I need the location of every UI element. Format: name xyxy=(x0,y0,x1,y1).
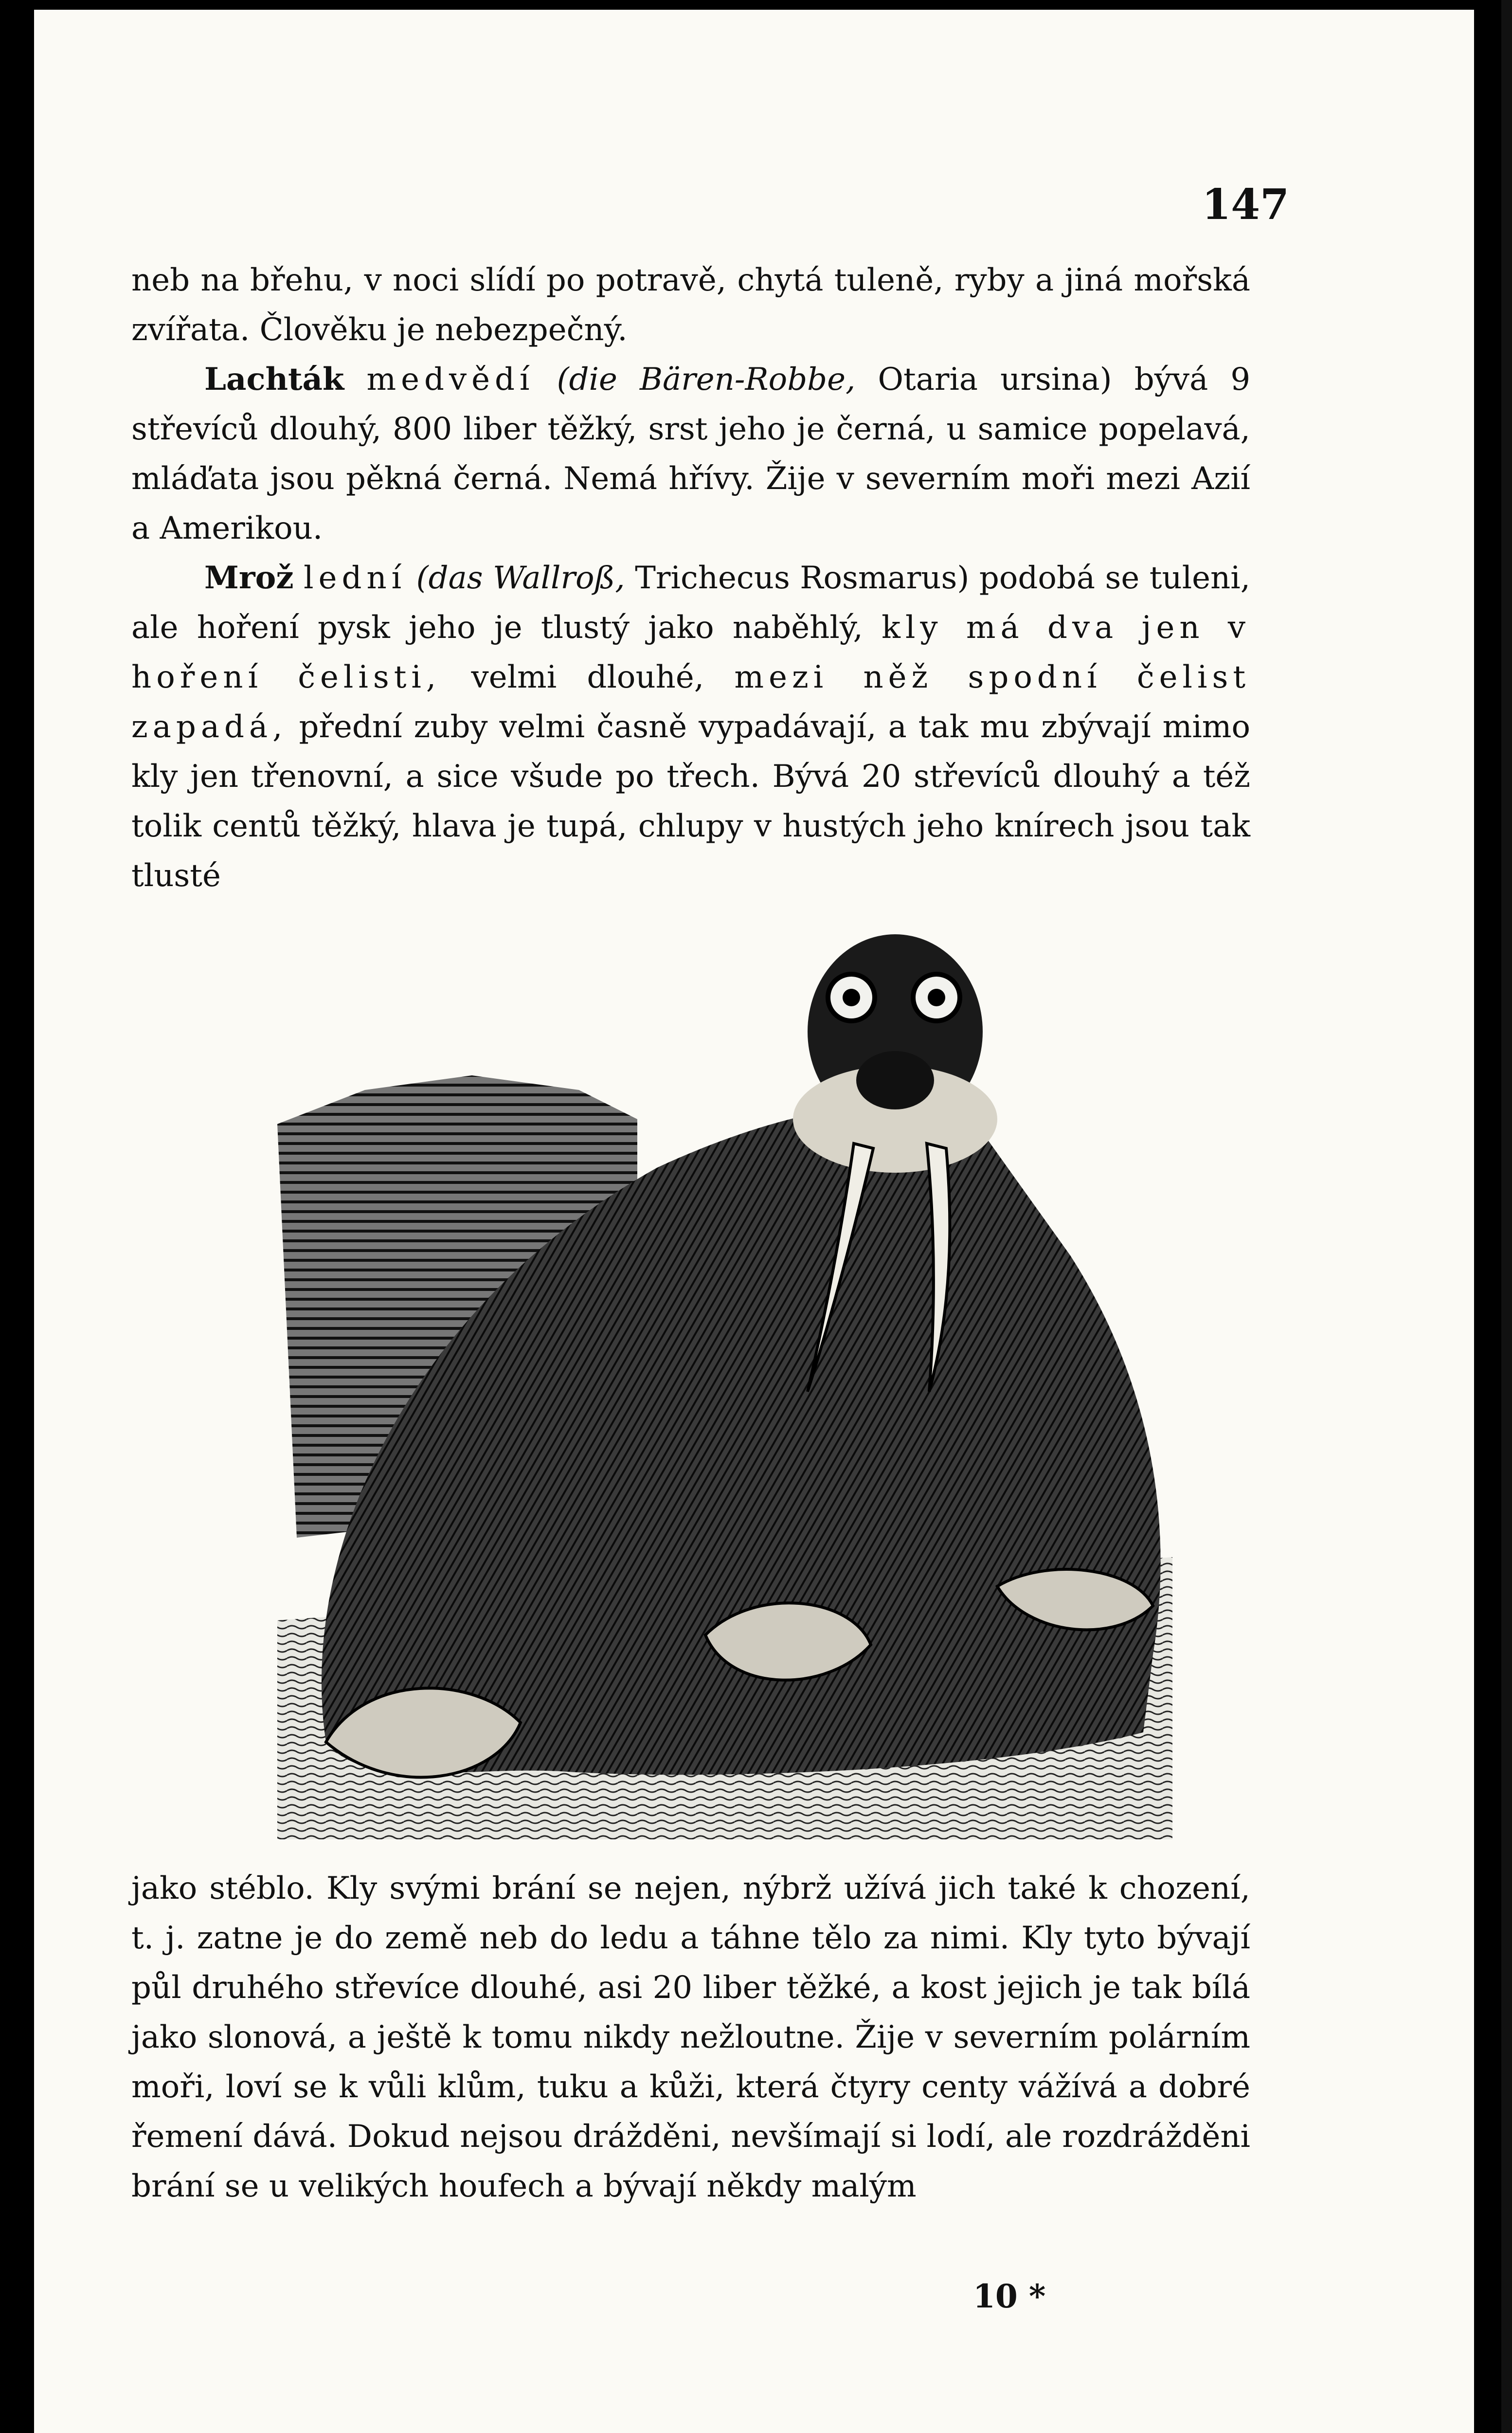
page-number: 147 xyxy=(1202,180,1289,229)
term-lachtak: Lachták xyxy=(204,361,344,398)
adjective-lachtak: medvědí xyxy=(366,362,535,398)
text-block-bottom xyxy=(131,1864,1250,2211)
signature-mark: 10 * xyxy=(973,2277,1046,2315)
walrus-illustration xyxy=(268,915,1177,1854)
latin-name-mroz: Trichecus Rosmarus) xyxy=(635,560,970,596)
description-mroz-2: velmi dlouhé, xyxy=(471,659,704,695)
description-mroz-1: podobá se tuleni, ale hoření pysk jeho je tlustý jako naběhlý, xyxy=(131,560,1251,646)
text-block-top xyxy=(131,255,1250,901)
german-name-mroz: (das Wallroß, xyxy=(416,560,625,596)
walrus-engraving-icon xyxy=(268,915,1177,1854)
description-lachtak: bývá 9 střevíců dlouhý, 800 liber těžký, srst jeho je černá, u samice popelavá, mláďata jsou pěkná černá. Nemá hřívy. Žije v severním moři mezi Azií a Amerikou. xyxy=(131,362,1251,546)
emphasis-mroz-2: mezi něž spodní čelist zapadá, xyxy=(131,659,1251,745)
paragraph-mroz-continued: jako stéblo. Kly svými brání se nejen, nýbrž užívá jich také k chození, t. j. zatne je do země neb do ledu a táhne tělo za nimi. Kly tyto bývají půl druhého střevíce dlouhé, asi 20 liber těžké, a kost jejich je tak bílá jako slonová, a ještě k tomu nikdy nežloutne. Žije v severním polárním moři, loví se k vůli klům, tuku a kůži, která čtyry centy vážívá a dobré řemení dává. Dokud nejsou drážděni, nevšímají si lodí, ale rozdrážděni brání se u velikých houfech a bývají někdy malým xyxy=(131,1870,1250,2204)
adjective-mroz: lední xyxy=(304,560,407,596)
emphasis-mroz-1: kly má dva jen v hoření čelisti, xyxy=(131,610,1251,695)
german-name-lachtak: (die Bären-Robbe, xyxy=(557,362,856,398)
latin-name-lachtak: Otaria ursina) xyxy=(878,362,1112,398)
description-mroz-3: přední zuby velmi časně vypadávají, a tak mu zbývají mimo kly jen třenovní, a sice všude po třech. Bývá 20 střevíců dlouhý a též tolik centů těžký, hlava je tupá, chlupy v hustých jeho knírech jsou tak tlusté xyxy=(131,709,1250,894)
paragraph-mroz xyxy=(131,553,1250,901)
paragraph-lachtak xyxy=(131,355,1250,553)
book-page xyxy=(34,10,1474,2433)
scan-edge xyxy=(1501,0,1512,2433)
term-mroz: Mrož xyxy=(204,560,294,596)
paragraph-continued: neb na břehu, v noci slídí po potravě, chytá tuleně, ryby a jiná mořská zvířata. Člověku je nebezpečný. xyxy=(131,262,1250,348)
